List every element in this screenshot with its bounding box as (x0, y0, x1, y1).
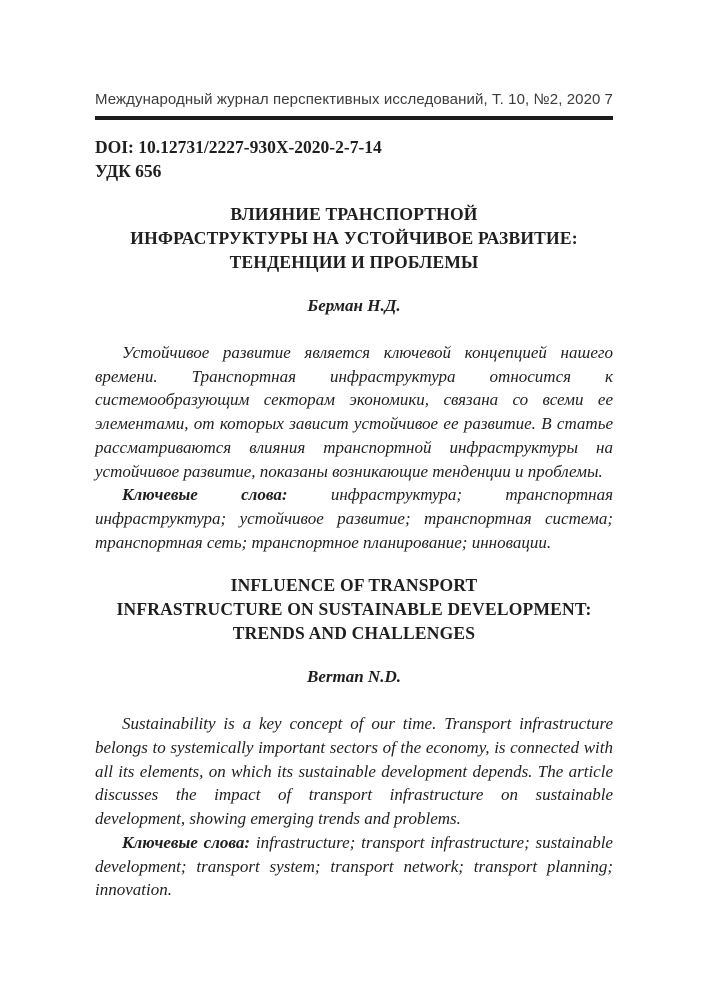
title-line: ВЛИЯНИЕ ТРАНСПОРТНОЙ (230, 204, 478, 224)
abstract-en-text: Sustainability is a key concept of our time. Transport infrastructure belongs to systemically important sectors of the economy, is connected with all its elements, on which its sustainable development depends. The article discusses the impact of transport infrastructure on sustainable development, showing emerging trends and problems. (95, 714, 613, 829)
abstract-ru (95, 341, 613, 483)
author-en: Berman N.D. (307, 667, 401, 687)
title-line: INFLUENCE OF TRANSPORT (230, 575, 478, 596)
author-ru: Берман Н.Д. (307, 296, 401, 315)
keywords-text-ru: инфраструктура; транспортная инфраструктура; устойчивое развитие; транспортная система; транспортная сеть; транспортное планирование; инновации. (95, 485, 613, 552)
title-line: ИНФРАСТРУКТУРЫ НА УСТОЙЧИВОЕ РАЗВИТИЕ: (130, 228, 578, 248)
keywords-label-ru: Ключевые слова: (122, 485, 288, 505)
content-column (95, 0, 613, 902)
abstract-en (95, 712, 613, 831)
article-title-en (95, 573, 613, 645)
page-number: 7 (604, 91, 613, 108)
keywords-label-en: Ключевые слова: (122, 832, 251, 852)
keywords-ru (95, 483, 613, 554)
udc-number: УДК 656 (95, 161, 162, 181)
doi: DOI: 10.12731/2227-930X-2020-2-7-14 (95, 137, 382, 157)
keywords-en (95, 831, 613, 902)
journal-title: Международный журнал перспективных исследований, Т. 10, №2, 2020 (95, 91, 601, 108)
running-header (95, 91, 613, 109)
keywords-text-en: infrastructure; transport infrastructure; sustainable development; transport system; transport network; transport planning; innovation. (95, 832, 613, 900)
title-line: TRENDS AND CHALLENGES (232, 623, 476, 644)
header-rule (95, 116, 613, 120)
article-meta (95, 135, 613, 183)
title-line: INFRASTRUCTURE ON SUSTAINABLE DEVELOPMENT: (116, 599, 592, 620)
title-line: ТЕНДЕНЦИИ И ПРОБЛЕМЫ (229, 252, 479, 272)
article-title-ru (95, 202, 613, 274)
abstract-ru-text: Устойчивое развитие является ключевой концепцией нашего времени. Транспортная инфраструктура относится к системообразующим секторам экономики, связана со всеми ее элементами, от которых зависит устойчивое ее развитие. В статье рассматриваются влияния транспортной инфраструктуры на устойчивое развитие, показаны возникающие тенденции и проблемы. (95, 343, 613, 481)
